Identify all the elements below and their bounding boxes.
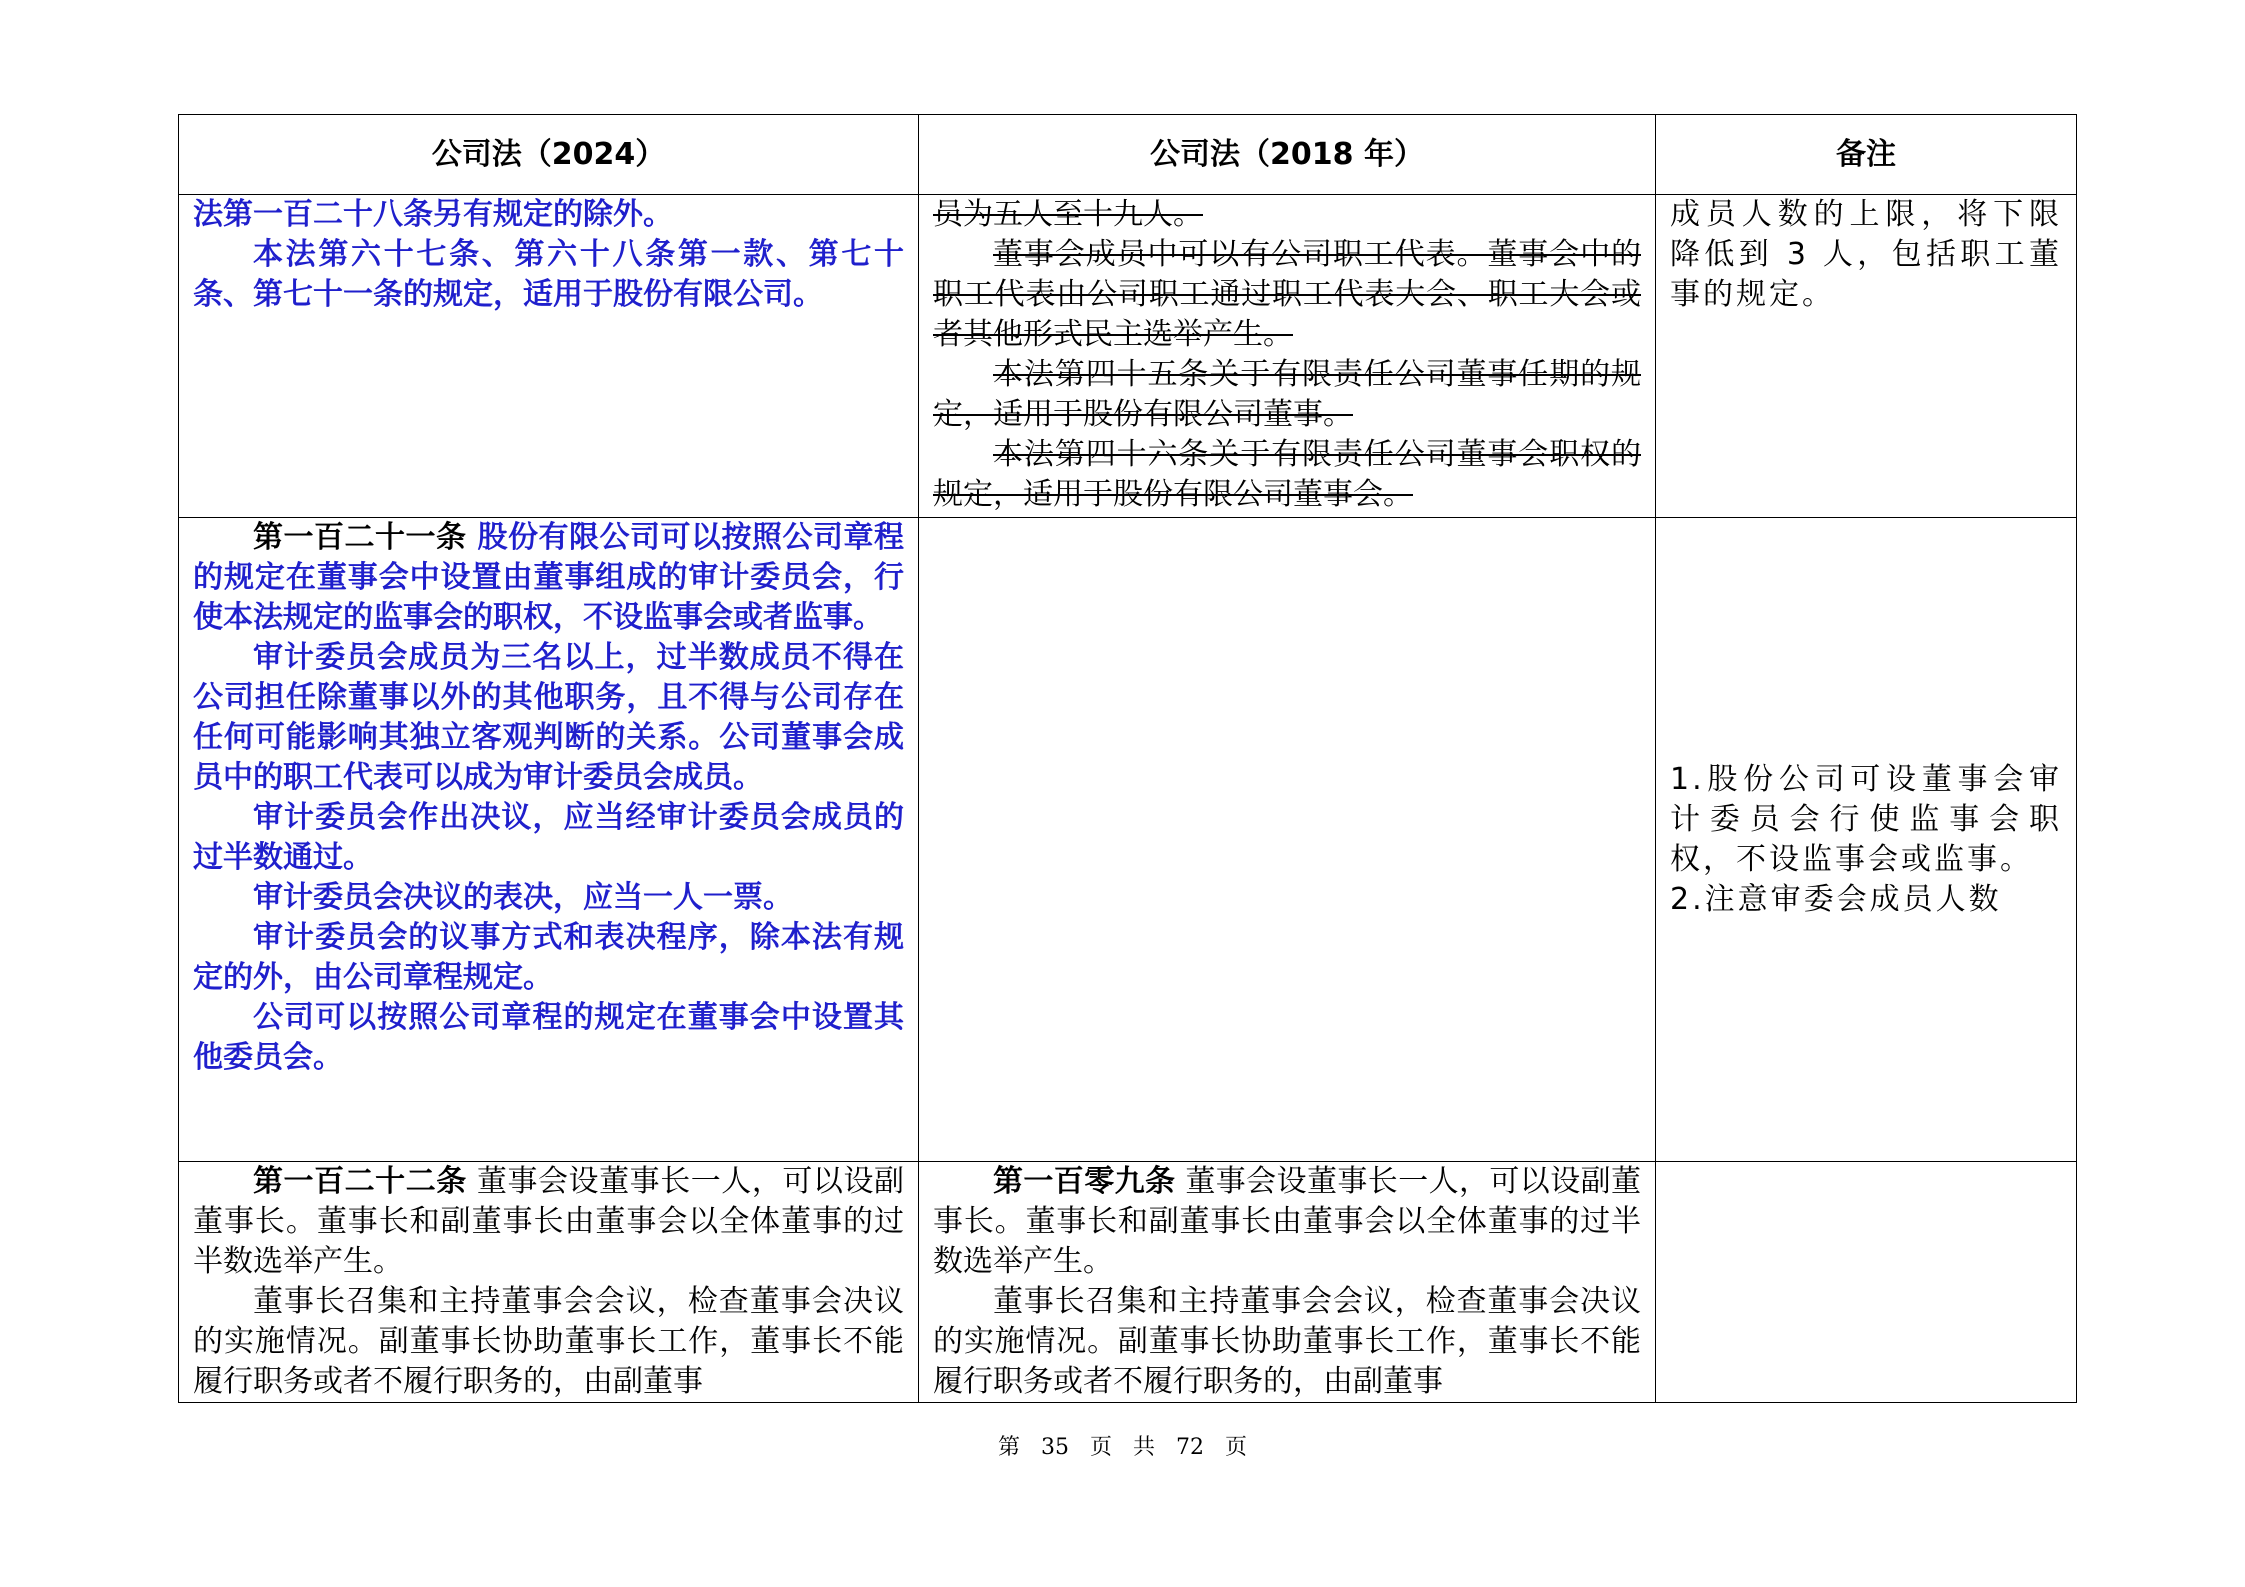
cell-2024 <box>179 195 919 518</box>
header-law-2018: 公司法（2018 年） <box>919 115 1656 195</box>
article-number: 第一百二十二条 <box>253 1164 467 1199</box>
remark-text: 成员人数的上限，将下限降低到 3 人，包括职工董事的规定。 <box>1670 197 2062 312</box>
remark-text: 1.股份公司可设董事会审计委员会行使监事会职权，不设监事会或监事。 <box>1670 761 2062 877</box>
table-row <box>179 195 2077 518</box>
table-row <box>179 518 2077 1162</box>
cell-2024 <box>179 1162 919 1403</box>
comparison-table <box>178 114 2077 1403</box>
paragraph: 董事长召集和主持董事会会议，检查董事会决议的实施情况。副董事长协助董事长工作，董事长不能履行职务或者不履行职务的，由副董事 <box>933 1284 1641 1399</box>
cell-remarks <box>1656 518 2077 1162</box>
deleted-paragraph: 本法第四十五条关于有限责任公司董事任期的规定，适用于股份有限公司董事。 <box>933 357 1641 432</box>
page-number-footer: 第 35 页 共 72 页 <box>998 1435 1247 1460</box>
deleted-paragraph: 员为五人至十九人。 <box>933 197 1203 232</box>
paragraph: 审计委员会决议的表决，应当一人一票。 <box>253 880 793 915</box>
deleted-paragraph: 董事会成员中可以有公司职工代表。董事会中的职工代表由公司职工通过职工代表大会、职工大会或者其他形式民主选举产生。 <box>933 237 1641 352</box>
deleted-paragraph: 本法第四十六条关于有限责任公司董事会职权的规定，适用于股份有限公司董事会。 <box>933 437 1641 512</box>
remark-text: 2.注意审委会成员人数 <box>1670 881 2002 917</box>
cell-remarks-empty <box>1656 1162 2077 1403</box>
table-header-row <box>179 115 2077 195</box>
article-number: 第一百二十一条 <box>253 520 467 555</box>
paragraph: 法第一百二十八条另有规定的除外。 <box>193 197 673 232</box>
header-law-2024: 公司法（2024） <box>179 115 919 195</box>
cell-2018 <box>919 195 1656 518</box>
cell-2024 <box>179 518 919 1162</box>
paragraph: 审计委员会作出决议，应当经审计委员会成员的过半数通过。 <box>193 800 904 875</box>
paragraph: 审计委员会的议事方式和表决程序，除本法有规定的外，由公司章程规定。 <box>193 920 904 995</box>
cell-2018-empty <box>919 518 1656 1162</box>
paragraph: 本法第六十七条、第六十八条第一款、第七十条、第七十一条的规定，适用于股份有限公司。 <box>193 237 904 312</box>
cell-remarks <box>1656 195 2077 518</box>
article-number: 第一百零九条 <box>993 1164 1176 1199</box>
paragraph: 董事会设董事长一人，可以设副董事长。董事长和副董事长由董事会以全体董事的过半数选举产生。 <box>193 1164 905 1279</box>
table-row <box>179 1162 2077 1403</box>
header-remarks: 备注 <box>1656 115 2077 195</box>
paragraph: 董事会设董事长一人，可以设副董事长。董事长和副董事长由董事会以全体董事的过半数选举产生。 <box>933 1164 1642 1279</box>
cell-2018 <box>919 1162 1656 1403</box>
paragraph: 公司可以按照公司章程的规定在董事会中设置其他委员会。 <box>193 1000 904 1075</box>
paragraph: 董事长召集和主持董事会会议，检查董事会决议的实施情况。副董事长协助董事长工作，董事长不能履行职务或者不履行职务的，由副董事 <box>193 1284 904 1399</box>
paragraph: 股份有限公司可以按照公司章程的规定在董事会中设置由董事组成的审计委员会，行使本法规定的监事会的职权，不设监事会或者监事。 <box>193 520 904 635</box>
paragraph: 审计委员会成员为三名以上，过半数成员不得在公司担任除董事以外的其他职务，且不得与公司存在任何可能影响其独立客观判断的关系。公司董事会成员中的职工代表可以成为审计委员会成员。 <box>193 640 904 795</box>
